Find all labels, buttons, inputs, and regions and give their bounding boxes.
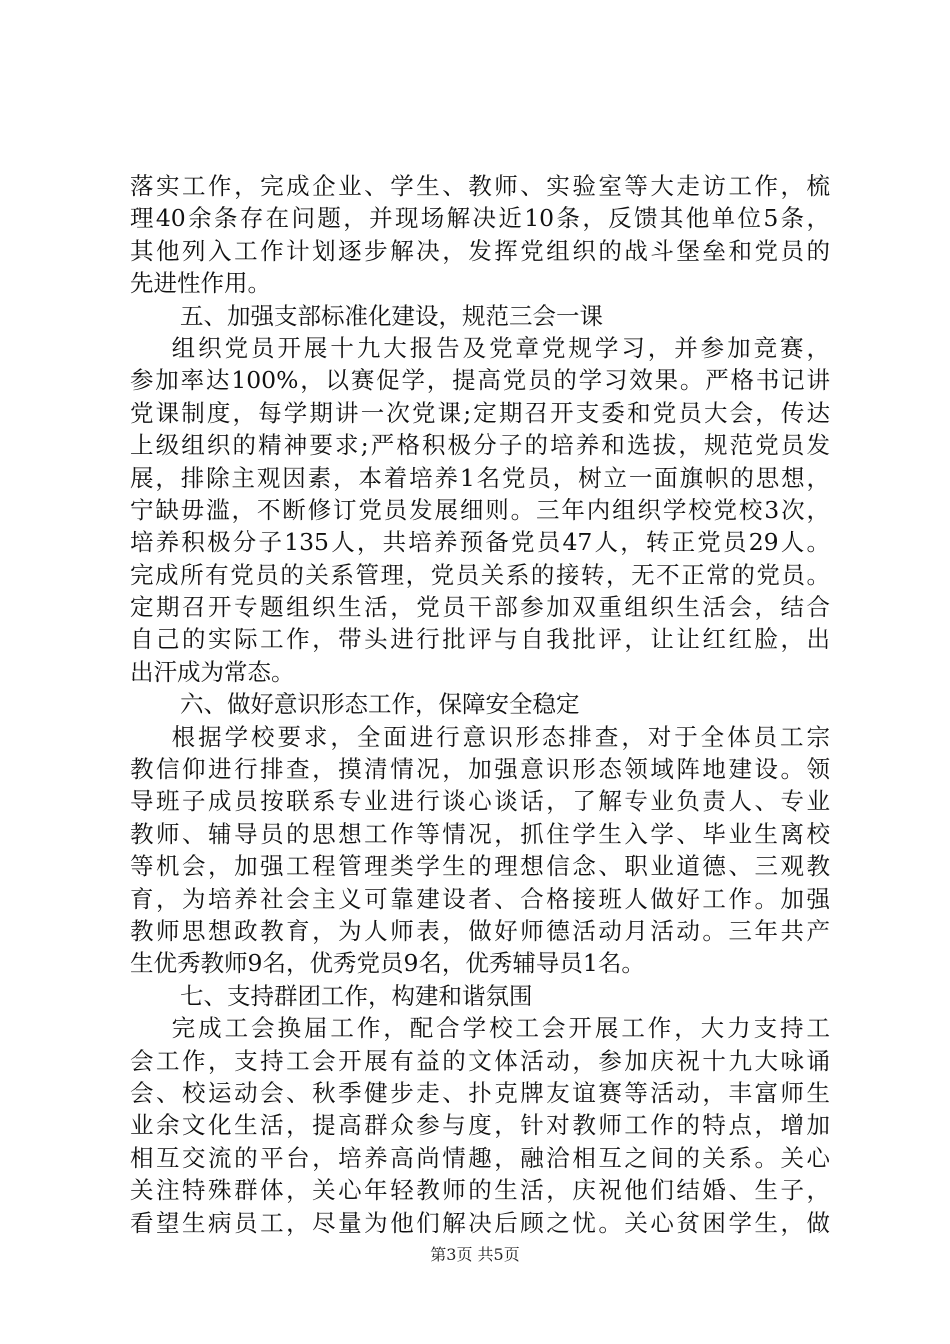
paragraph-line: 展，排除主观因素，本着培养1名党员，树立一面旗帜的思想， (130, 463, 830, 492)
paragraph-line: 会工作，支持工会开展有益的文体活动，参加庆祝十九大咏诵 (130, 1046, 830, 1075)
paragraph-line: 根据学校要求，全面进行意识形态排查，对于全体员工宗 (130, 722, 830, 751)
paragraph-line: 教师、辅导员的思想工作等情况，抓住学生入学、毕业生离校 (130, 819, 830, 848)
section-heading: 五、加强支部标准化建设，规范三会一课 (180, 301, 603, 330)
paragraph-line: 等机会，加强工程管理类学生的理想信念、职业道德、三观教 (130, 852, 830, 881)
paragraph-line: 业余文化生活，提高群众参与度，针对教师工作的特点，增加 (130, 1111, 830, 1140)
paragraph-line: 相互交流的平台，培养高尚情趣，融洽相互之间的关系。关心 (130, 1143, 830, 1172)
paragraph-line: 宁缺毋滥，不断修订党员发展细则。三年内组织学校党校3次， (130, 495, 830, 524)
section-heading: 七、支持群团工作，构建和谐氛围 (180, 981, 533, 1010)
document-body (130, 170, 830, 1239)
paragraph-line: 育，为培养社会主义可靠建设者、合格接班人做好工作。加强 (130, 884, 830, 913)
page-footer: 第3页 共5页 (430, 1245, 520, 1264)
paragraph-line: 完成工会换届工作，配合学校工会开展工作，大力支持工 (130, 1014, 830, 1043)
paragraph-line: 生优秀教师9名，优秀党员9名，优秀辅导员1名。 (130, 949, 645, 978)
paragraph-line: 定期召开专题组织生活，党员干部参加双重组织生活会，结合 (130, 593, 830, 622)
paragraph-line: 导班子成员按联系专业进行谈心谈话，了解专业负责人、专业 (130, 787, 830, 816)
section-heading: 六、做好意识形态工作，保障安全稳定 (180, 690, 580, 719)
paragraph-line: 理40余条存在问题，并现场解决近10条，反馈其他单位5条， (130, 204, 830, 233)
paragraph-line: 关注特殊群体，关心年轻教师的生活，庆祝他们结婚、生子， (130, 1176, 830, 1205)
paragraph-line: 落实工作，完成企业、学生、教师、实验室等大走访工作，梳 (130, 172, 830, 200)
paragraph-line: 看望生病员工，尽量为他们解决后顾之忧。关心贫困学生，做 (130, 1208, 830, 1237)
paragraph-line: 组织党员开展十九大报告及党章党规学习，并参加竞赛， (130, 333, 830, 362)
paragraph-line: 完成所有党员的关系管理，党员关系的接转，无不正常的党员。 (130, 560, 830, 589)
paragraph-line: 教师思想政教育，为人师表，做好师德活动月活动。三年共产 (130, 916, 830, 945)
paragraph-line: 出汗成为常态。 (130, 657, 295, 686)
paragraph-line: 其他列入工作计划逐步解决，发挥党组织的战斗堡垒和党员的 (130, 236, 830, 265)
paragraph-line: 上级组织的精神要求;严格积极分子的培养和选拔，规范党员发 (130, 431, 830, 460)
paragraph-line: 自己的实际工作，带头进行批评与自我批评，让让红红脸，出 (130, 625, 830, 654)
paragraph-line: 培养积极分子135人，共培养预备党员47人，转正党员29人。 (130, 528, 830, 557)
paragraph-line: 参加率达100%，以赛促学，提高党员的学习效果。严格书记讲 (130, 366, 830, 395)
paragraph-line: 会、校运动会、秋季健步走、扑克牌友谊赛等活动，丰富师生 (130, 1078, 830, 1107)
paragraph-line: 先进性作用。 (130, 269, 271, 298)
paragraph-line: 教信仰进行排查，摸清情况，加强意识形态领域阵地建设。领 (130, 755, 830, 784)
paragraph-line: 党课制度，每学期讲一次党课;定期召开支委和党员大会，传达 (130, 398, 830, 427)
